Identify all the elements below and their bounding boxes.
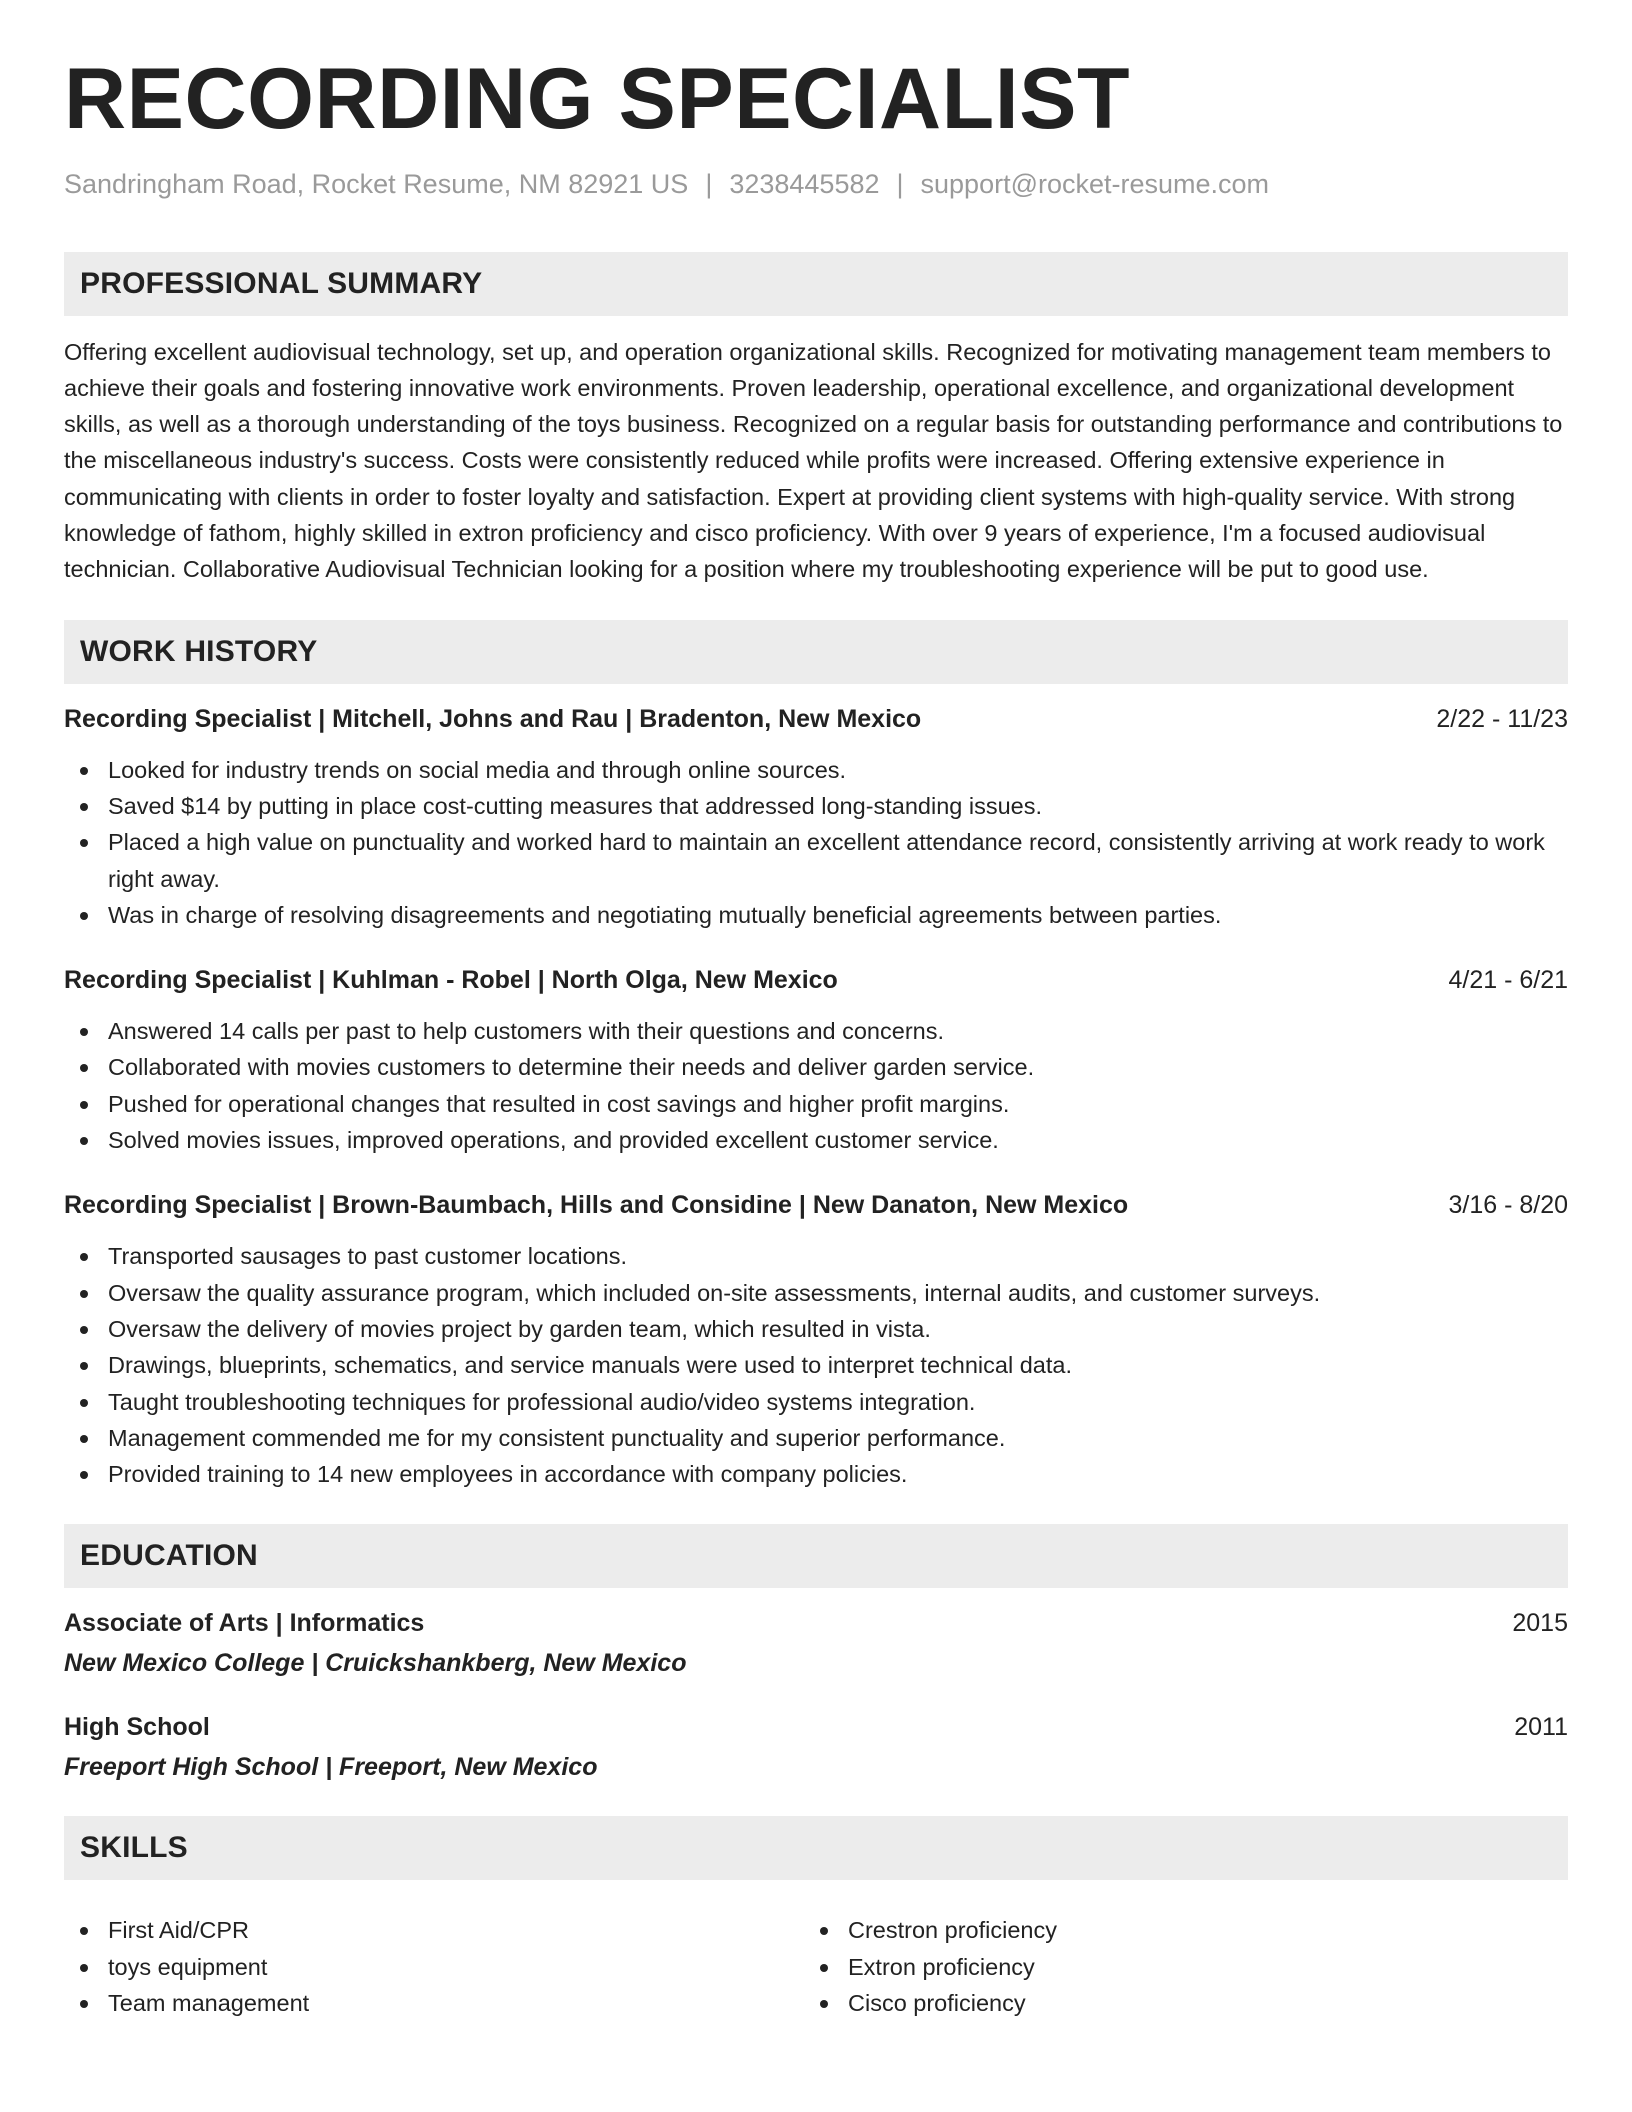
education-entry — [64, 1710, 1568, 1784]
contact-email: support@rocket-resume.com — [920, 168, 1270, 199]
skill-item: First Aid/CPR — [64, 1912, 804, 1948]
skills-column-right — [804, 1912, 1544, 2021]
job-title: Recording Specialist | Mitchell, Johns and Rau | Bradenton, New Mexico — [64, 704, 922, 733]
contact-line — [64, 169, 1568, 200]
skill-item: Extron proficiency — [804, 1949, 1544, 1985]
education-entry — [64, 1606, 1568, 1680]
contact-separator: | — [705, 168, 713, 199]
work-history-heading: WORK HISTORY — [64, 620, 1568, 684]
skill-item: toys equipment — [64, 1949, 804, 1985]
job-bullet: Taught troubleshooting techniques for professional audio/video systems integration. — [64, 1384, 1568, 1420]
job-header — [64, 1188, 1568, 1222]
skill-item: Crestron proficiency — [804, 1912, 1544, 1948]
job-bullet: Placed a high value on punctuality and worked hard to maintain an excellent attendance record, consistently arriving at work ready to work right away. — [64, 824, 1568, 897]
skills-list — [64, 1896, 1568, 2021]
education-header — [64, 1606, 1568, 1640]
job-bullets — [64, 752, 1568, 933]
job-bullet: Management commended me for my consistent punctuality and superior performance. — [64, 1420, 1568, 1456]
job-dates: 2/22 - 11/23 — [1436, 704, 1568, 733]
education-degree: Associate of Arts | Informatics — [64, 1609, 425, 1638]
job-bullet: Collaborated with movies customers to determine their needs and deliver garden service. — [64, 1049, 1568, 1085]
job-entry — [64, 1188, 1568, 1492]
skills-column-left — [64, 1912, 804, 2021]
contact-separator: | — [896, 168, 904, 199]
summary-heading: PROFESSIONAL SUMMARY — [64, 252, 1568, 316]
job-bullet: Saved $14 by putting in place cost-cutting measures that addressed long-standing issues. — [64, 788, 1568, 824]
contact-phone: 3238445582 — [729, 168, 880, 199]
job-header — [64, 702, 1568, 736]
job-header — [64, 963, 1568, 997]
job-entry — [64, 963, 1568, 1158]
job-title: Recording Specialist | Kuhlman - Robel | North Olga, New Mexico — [64, 966, 838, 995]
contact-address: Sandringham Road, Rocket Resume, NM 82921 US — [64, 168, 689, 199]
education-year: 2015 — [1512, 1609, 1568, 1638]
education-header — [64, 1710, 1568, 1744]
skill-item: Cisco proficiency — [804, 1985, 1544, 2021]
skill-item: Team management — [64, 1985, 804, 2021]
job-bullet: Looked for industry trends on social media and through online sources. — [64, 752, 1568, 788]
job-bullet: Oversaw the delivery of movies project by garden team, which resulted in vista. — [64, 1311, 1568, 1347]
job-bullet: Transported sausages to past customer locations. — [64, 1238, 1568, 1274]
education-degree: High School — [64, 1713, 210, 1742]
education-school: Freeport High School | Freeport, New Mexico — [64, 1753, 598, 1782]
resume-title: RECORDING SPECIALIST — [64, 51, 1130, 147]
job-title: Recording Specialist | Brown-Baumbach, Hills and Considine | New Danaton, New Mexico — [64, 1191, 1129, 1220]
job-bullet: Oversaw the quality assurance program, which included on-site assessments, internal audits, and customer surveys. — [64, 1275, 1568, 1311]
job-bullet: Drawings, blueprints, schematics, and service manuals were used to interpret technical data. — [64, 1347, 1568, 1383]
job-bullet: Was in charge of resolving disagreements and negotiating mutually beneficial agreements between parties. — [64, 897, 1568, 933]
education-year: 2011 — [1514, 1713, 1568, 1742]
job-bullet: Solved movies issues, improved operations, and provided excellent customer service. — [64, 1122, 1568, 1158]
job-dates: 4/21 - 6/21 — [1448, 966, 1568, 995]
education-heading: EDUCATION — [64, 1524, 1568, 1588]
skills-heading: SKILLS — [64, 1816, 1568, 1880]
job-bullets — [64, 1238, 1568, 1492]
job-dates: 3/16 - 8/20 — [1448, 1191, 1568, 1220]
job-bullet: Provided training to 14 new employees in accordance with company policies. — [64, 1456, 1568, 1492]
summary-text: Offering excellent audiovisual technology, set up, and operation organizational skills. Recognized for motivating management team members to achieve their goals and fostering innovative work environments. Proven leadership, operational excellence, and organizational development skills, as well as a thorough understanding of the toys business. Recognized on a regular basis for outstanding performance and contributions to the miscellaneous industry's success. Costs were consistently reduced while profits were increased. Offering extensive experience in communicating with clients in order to foster loyalty and satisfaction. Expert at providing client systems with high-quality service. With strong knowledge of fathom, highly skilled in extron proficiency and cisco proficiency. With over 9 years of experience, I'm a focused audiovisual technician. Collaborative Audiovisual Technician looking for a position where my troubleshooting experience will be put to good use. — [64, 338, 1563, 583]
education-school: New Mexico College | Cruickshankberg, New Mexico — [64, 1649, 687, 1678]
job-bullets — [64, 1013, 1568, 1158]
job-entry — [64, 702, 1568, 933]
job-bullet: Pushed for operational changes that resulted in cost savings and higher profit margins. — [64, 1086, 1568, 1122]
job-bullet: Answered 14 calls per past to help customers with their questions and concerns. — [64, 1013, 1568, 1049]
